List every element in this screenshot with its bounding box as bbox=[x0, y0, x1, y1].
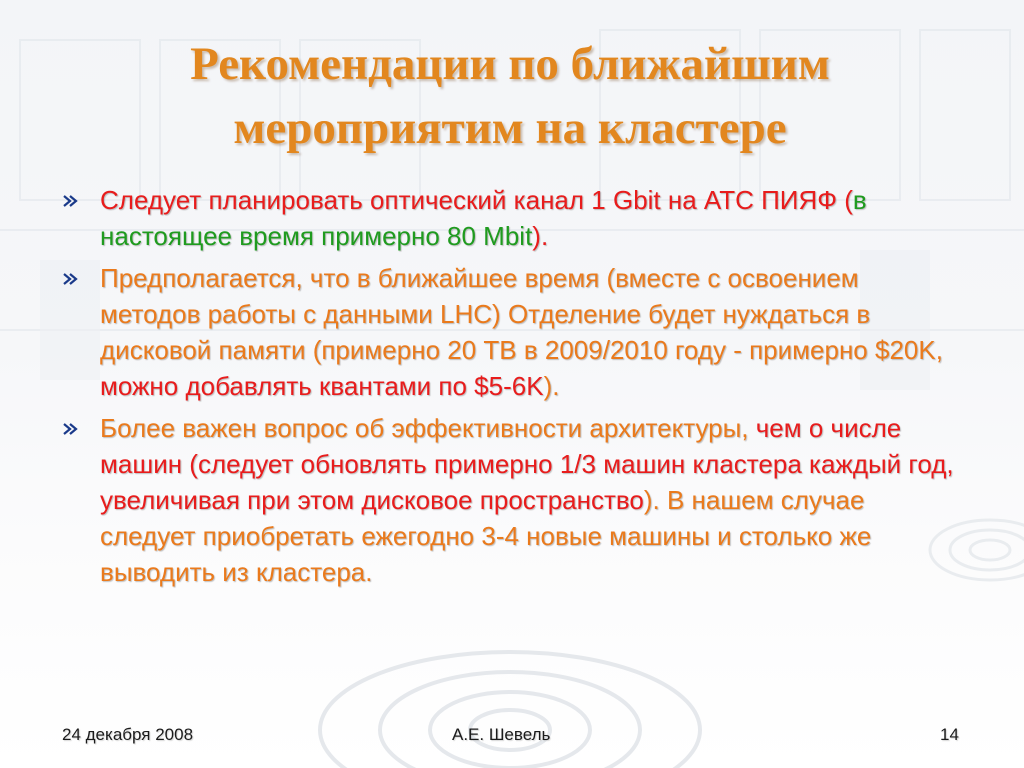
slide-title-line-2: мероприятим на кластере bbox=[233, 102, 787, 154]
bullet-text-part: чем о числе машин (следует обновлять примерно 1/3 машин кластера каждый год, увеличивая при этом дисковое пространство bbox=[100, 413, 954, 515]
bullet-item-2 bbox=[62, 260, 962, 404]
bullet-list bbox=[62, 182, 962, 596]
bullet-text-part: ). bbox=[532, 221, 549, 251]
bullet-text-part: в настоящее время примерно 80 Mbit bbox=[100, 185, 867, 251]
chevron-right-icon bbox=[62, 422, 80, 436]
footer-page-number: 14 bbox=[940, 725, 959, 744]
bullet-text-part: Более важен вопрос об эффективности архитектуры, bbox=[100, 413, 756, 443]
bullet-item-1 bbox=[62, 182, 962, 254]
footer-author: А.Е. Шевель bbox=[452, 725, 551, 744]
slide-title-line-1: Рекомендации по ближайшим bbox=[190, 38, 830, 90]
bullet-text-part: ). В нашем случае следует приобретать ежегодно 3-4 новые машины и столько же выводить из кластера. bbox=[100, 485, 872, 587]
footer-date: 24 декабря 2008 bbox=[62, 725, 194, 744]
slide-title bbox=[60, 32, 960, 160]
bullet-text-part: ). bbox=[543, 371, 560, 401]
chevron-right-icon bbox=[62, 194, 80, 208]
ripple-decoration-bottom bbox=[300, 650, 820, 768]
bullet-item-3 bbox=[62, 410, 962, 590]
bullet-text-part: можно добавлять квантами по $5-6K bbox=[100, 371, 544, 401]
bullet-text-part: Предполагается, что в ближайшее время (вместе с освоением методов работы с данными LHC) Отделение будет нуждаться в дисковой памяти (примерно 20 ТВ в 2009/2010 году - примерно $20K, bbox=[100, 263, 943, 365]
chevron-right-icon bbox=[62, 272, 80, 286]
bullet-text-part: Следует планировать оптический канал 1 Gbit на АТС ПИЯФ ( bbox=[100, 185, 853, 215]
